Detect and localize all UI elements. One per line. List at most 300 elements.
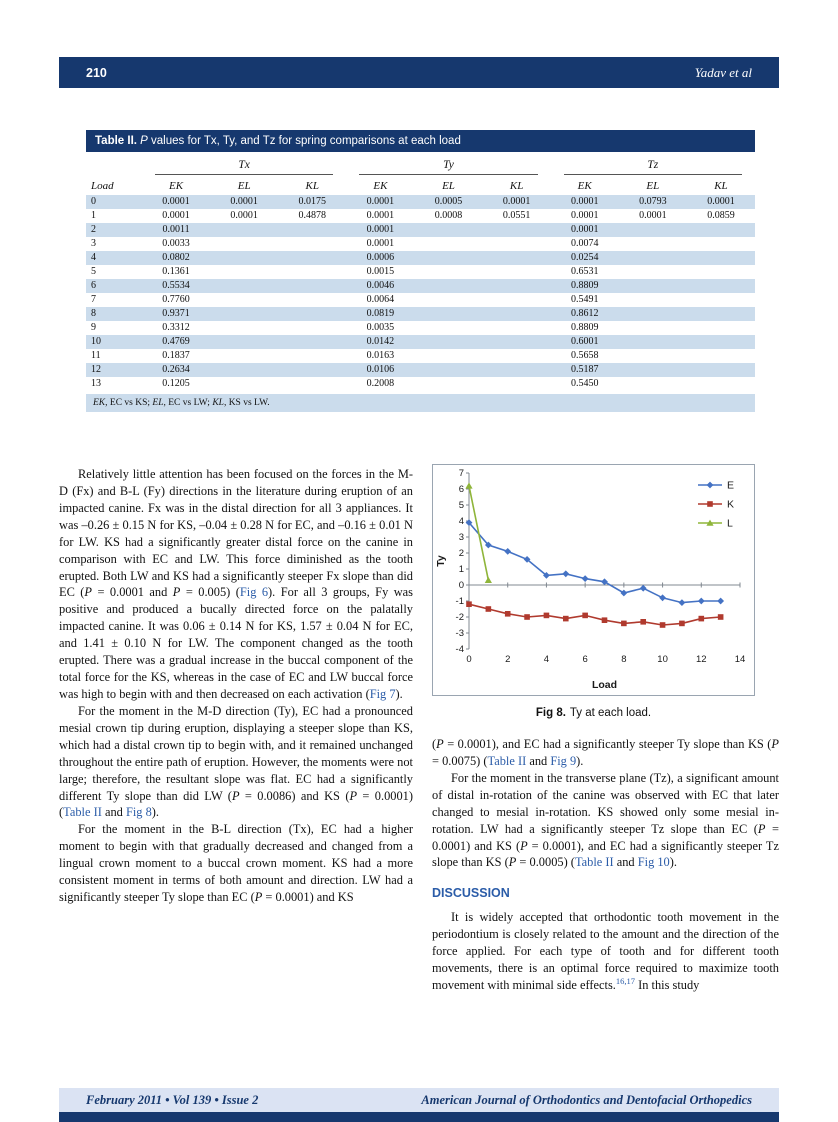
square-marker [582, 613, 588, 619]
legend-item-L: L [727, 517, 733, 530]
p-value-cell: 0.0001 [366, 224, 395, 235]
svg-text:8: 8 [621, 654, 627, 665]
text-segment: P [436, 737, 444, 751]
svg-text:4: 4 [543, 654, 550, 665]
series-L [469, 486, 488, 580]
text-segment: P [757, 821, 766, 836]
p-value-cell [414, 377, 482, 391]
diamond-marker [659, 594, 666, 601]
triangle-marker [485, 577, 492, 583]
table-row [86, 251, 755, 265]
p-value-cell: 0.0006 [366, 252, 395, 263]
load-column-header: Load [91, 180, 114, 192]
table-2 [86, 130, 755, 412]
text-segment: ). [395, 686, 403, 701]
p-value-cell [210, 377, 278, 391]
series-E [469, 523, 721, 603]
p-value-cell [210, 265, 278, 279]
p-value-cell: 0.0859 [707, 210, 735, 221]
p-value-cell [483, 293, 551, 307]
text-segment: P [140, 135, 148, 147]
text-segment: EK [93, 398, 106, 408]
svg-text:2: 2 [505, 654, 511, 665]
p-value-cell: 0.1837 [162, 350, 190, 361]
svg-text:3: 3 [458, 532, 464, 543]
p-value-cell: 0.4769 [162, 336, 190, 347]
table-row [86, 335, 755, 349]
p-value-cell [278, 279, 346, 293]
p-value-cell: 0.0001 [639, 210, 667, 221]
svg-text:6: 6 [582, 654, 588, 665]
svg-text:1: 1 [458, 564, 464, 575]
square-marker [505, 611, 511, 617]
column-group-ty [346, 152, 550, 176]
left-text-column [59, 466, 413, 906]
p-value-cell [210, 251, 278, 265]
p-value-cell [210, 293, 278, 307]
running-head: Yadav et al [694, 64, 752, 80]
p-value-cell: 0.0005 [434, 196, 463, 207]
p-value-cell [278, 321, 346, 335]
p-value-cell: 0.5491 [570, 294, 599, 305]
p-value-cell [414, 363, 482, 377]
empty-cell [86, 152, 142, 176]
p-value-cell [210, 349, 278, 363]
svg-text:0: 0 [458, 580, 464, 591]
p-value-cell [619, 251, 687, 265]
p-value-cell [619, 363, 687, 377]
square-marker [707, 501, 713, 507]
p-value-cell: 0.5658 [570, 350, 599, 361]
svg-text:10: 10 [657, 654, 668, 665]
svg-text:-3: -3 [455, 628, 464, 639]
col-header-kl: KL [714, 180, 728, 192]
p-value-cell [210, 321, 278, 335]
p-value-cell: 0.1361 [162, 266, 190, 277]
load-cell: 4 [91, 252, 96, 263]
p-value-cell [483, 237, 551, 251]
p-value-cell: 0.0033 [162, 238, 190, 249]
load-cell: 6 [91, 280, 96, 291]
p-value-cell: 0.5450 [570, 378, 599, 389]
p-value-cell [483, 377, 551, 391]
group-label-tz: Tz [564, 159, 742, 175]
table-row [86, 363, 755, 377]
p-value-cell [278, 265, 346, 279]
p-value-cell [619, 349, 687, 363]
cross-reference-link[interactable]: Fig 7 [369, 686, 396, 701]
p-value-cell [414, 265, 482, 279]
p-value-cell: 0.0008 [434, 210, 463, 221]
text-segment: KL [212, 398, 224, 408]
load-cell: 12 [91, 364, 101, 375]
right-text-column [432, 736, 779, 994]
table-body [86, 195, 755, 391]
p-value-cell: 0.0802 [162, 252, 190, 263]
table-row [86, 307, 755, 321]
fig8-chart [432, 464, 755, 696]
load-cell: 3 [91, 238, 96, 249]
text-segment: = 0.0001), and EC had a significantly steeper Ty slope than KS ( [443, 737, 772, 751]
p-value-cell: 0.0142 [366, 336, 395, 347]
col-header-kl: KL [305, 180, 319, 192]
load-cell: 13 [91, 378, 101, 389]
p-value-cell [278, 349, 346, 363]
p-value-cell [619, 293, 687, 307]
load-cell: 7 [91, 294, 96, 305]
diamond-marker [504, 548, 511, 555]
column-group-tz [551, 152, 755, 176]
p-value-cell [483, 307, 551, 321]
col-header-ek: EK [577, 180, 592, 192]
diamond-marker [679, 599, 686, 606]
col-header-el: EL [646, 180, 660, 192]
text-segment: , EC vs LW; [163, 398, 213, 408]
text-segment: and [526, 753, 551, 768]
p-value-cell [210, 237, 278, 251]
p-value-cell [210, 223, 278, 237]
discussion-heading: DISCUSSION [432, 886, 510, 901]
p-value-cell: 0.8809 [570, 280, 599, 291]
p-value-cell [619, 265, 687, 279]
table-row [86, 237, 755, 251]
square-marker [640, 619, 646, 625]
square-marker [524, 614, 530, 620]
text-segment: Relatively little attention has been focused on the forces in the M-D (Fx) and B-L (Fy) directions in the literature during eruption of an impacted canine. Fx was in the distal direction for all 3 appliances. It was –0.26 ± 0.15 N for KS, –0.04 ± 0.28 N for EC, and –0.16 ± 0.01 N for LW. KS had a significantly greater distal force on the canine in comparison with EC and LW. This force diminished as the tooth erupted. Both LW and KS had a significantly steeper Fx slope than did EC ( [59, 467, 413, 600]
text-segment: Table II. [95, 135, 141, 147]
p-value-cell [687, 335, 755, 349]
p-value-cell [210, 307, 278, 321]
col-header-kl: KL [509, 180, 524, 192]
p-value-cell [483, 321, 551, 335]
p-value-cell: 0.0001 [570, 210, 599, 221]
p-value-cell [210, 279, 278, 293]
p-value-cell: 0.0001 [230, 210, 258, 221]
p-value-cell [278, 363, 346, 377]
square-marker [698, 616, 704, 622]
p-value-cell: 0.2008 [366, 378, 395, 389]
table-row [86, 349, 755, 363]
cross-reference-link[interactable]: Fig 9 [550, 753, 577, 768]
p-value-cell [483, 363, 551, 377]
p-value-cell: 0.8809 [570, 322, 599, 333]
table-row [86, 377, 755, 391]
svg-text:2: 2 [458, 548, 464, 559]
cross-reference-link[interactable]: Table II [487, 753, 527, 768]
text-segment: ). For all 3 groups, Fy was positive and produced a bucally directed force on the palatally impacted canine. It was 0.06 ± 0.14 N for KS, 1.57 ± 0.04 N for EC, and 1.41 ± 0.10 N for LW. The component changed as the tooth erupted. There was a gradual increase in the buccal component of the total force for the KS, whereas in the case of EC and LW buccal force was high to begin with and then decreased on each activation ( [59, 585, 413, 701]
p-value-cell [278, 223, 346, 237]
cross-reference-link[interactable]: Fig 6 [239, 585, 269, 600]
square-marker [544, 613, 550, 619]
p-value-cell [619, 377, 687, 391]
p-value-cell: 0.8612 [570, 308, 599, 319]
text-segment: and [101, 805, 126, 820]
figure-8 [432, 464, 755, 719]
svg-text:-1: -1 [455, 596, 464, 607]
p-value-cell: 0.1205 [162, 378, 190, 389]
col-header-el: EL [442, 180, 455, 192]
p-value-cell [483, 223, 551, 237]
table-row [86, 195, 755, 209]
p-value-cell: 0.0819 [366, 308, 395, 319]
text-segment: = 0.0075) ( [432, 753, 488, 768]
paragraph [59, 703, 413, 821]
square-marker [466, 601, 472, 607]
text-segment: P [520, 838, 528, 853]
cross-reference-link[interactable]: 16,17 [615, 976, 635, 986]
text-segment: = 0.0005) ( [516, 855, 575, 870]
page-header [59, 57, 779, 88]
svg-text:6: 6 [458, 484, 464, 495]
col-header-ek: EK [169, 180, 184, 192]
text-segment: ). [151, 805, 159, 820]
footer-rule-bar [59, 1112, 779, 1122]
text-segment: ( [432, 737, 437, 751]
p-value-cell [619, 307, 687, 321]
paragraph [59, 821, 413, 906]
figure-caption [432, 707, 755, 719]
diamond-marker [698, 598, 705, 605]
table-row [86, 279, 755, 293]
group-header-row [86, 152, 755, 176]
col-header-ek: EK [373, 180, 388, 192]
p-value-cell: 0.5534 [162, 280, 190, 291]
p-value-cell [414, 251, 482, 265]
figure-caption-text: Ty at each load. [569, 707, 652, 719]
p-value-cell [414, 223, 482, 237]
p-value-cell: 0.0001 [366, 196, 395, 207]
column-group-tx [142, 152, 346, 176]
p-value-cell: 0.6001 [570, 336, 599, 347]
p-value-cell: 0.6531 [570, 266, 599, 277]
p-value-cell [483, 335, 551, 349]
diamond-marker [640, 585, 647, 592]
diamond-marker [562, 570, 569, 577]
text-segment: For the moment in the transverse plane (Tz), a significant amount of distal in-rotation of the canine was observed with EC that later changed to mesial in-rotation. KS showed only some mesial in-rotation. LW had a significantly steeper Tz slope than EC ( [432, 770, 779, 836]
p-value-cell [687, 279, 755, 293]
load-cell: 9 [91, 322, 96, 333]
cross-reference-link[interactable]: Table II [63, 805, 102, 820]
p-value-cell [687, 223, 755, 237]
p-value-cell [414, 349, 482, 363]
y-axis-label: Ty [435, 555, 447, 567]
text-segment: P [84, 585, 92, 600]
p-value-cell [210, 335, 278, 349]
table-row [86, 223, 755, 237]
p-values-table [86, 152, 755, 391]
p-value-cell [414, 279, 482, 293]
p-value-cell [619, 237, 687, 251]
text-segment: , EC vs KS; [105, 398, 153, 408]
text-segment: It is widely accepted that orthodontic tooth movement in the periodontium is closely related to the amount and the direction of the force applied. For each type of tooth and for different tooth movements, there is an optimal force required to maximize tooth movement with minimal side effects. [432, 910, 779, 993]
text-segment: , KS vs LW. [223, 398, 270, 408]
text-segment: = 0.0001), and EC had a significantly steeper Tz slope than KS ( [432, 838, 779, 870]
square-marker [486, 606, 492, 612]
legend-item-K: K [727, 498, 735, 511]
diamond-marker [717, 598, 724, 605]
text-segment: For the moment in the M-D direction (Ty), EC had a pronounced mesial crown tip during eruption, displaying a steeper slope than KS, which had a distal crown tip to begin with, and it remained unchanged throughout the entire path of eruption. However, the moments were not large; therefore, the resultant slope was flat. EC had a significantly different Ty slope than did LW ( [59, 703, 413, 803]
p-value-cell [619, 335, 687, 349]
text-segment: = 0.0001) and KS ( [432, 821, 779, 853]
page-footer [59, 1088, 779, 1112]
paragraph [432, 909, 779, 994]
p-value-cell: 0.4878 [298, 210, 327, 221]
x-axis-label: Load [591, 679, 618, 691]
text-segment: P [349, 788, 358, 803]
col-header-el: EL [237, 180, 251, 192]
p-value-cell: 0.0015 [366, 266, 395, 277]
p-value-cell: 0.0001 [230, 196, 258, 207]
page-number: 210 [86, 65, 107, 80]
load-cell: 10 [91, 336, 101, 347]
p-value-cell: 0.0793 [639, 196, 667, 207]
svg-text:0: 0 [466, 654, 472, 665]
p-value-cell: 0.0011 [162, 224, 190, 235]
cross-reference-link[interactable]: Fig 8 [125, 805, 152, 820]
diamond-marker [601, 578, 608, 585]
load-cell: 2 [91, 224, 96, 235]
square-marker [563, 616, 569, 622]
p-value-cell: 0.0001 [570, 224, 599, 235]
p-value-cell [414, 293, 482, 307]
svg-text:7: 7 [458, 468, 464, 479]
svg-text:12: 12 [695, 654, 707, 665]
p-value-cell: 0.0001 [366, 210, 395, 221]
figure-caption-label: Fig 8. [535, 707, 566, 719]
p-value-cell: 0.9371 [162, 308, 190, 319]
p-value-cell: 0.0035 [366, 322, 395, 333]
p-value-cell [687, 251, 755, 265]
p-value-cell [483, 349, 551, 363]
line-chart [433, 465, 754, 695]
p-value-cell [278, 237, 346, 251]
table-row [86, 209, 755, 223]
text-segment: In this study [635, 978, 700, 993]
diamond-marker [582, 575, 589, 582]
p-value-cell [687, 377, 755, 391]
text-segment: P [172, 585, 181, 600]
p-value-cell: 0.0001 [366, 238, 395, 249]
p-value-cell: 0.0046 [366, 280, 395, 291]
p-value-cell [687, 321, 755, 335]
p-value-cell [619, 223, 687, 237]
cross-reference-link[interactable]: Table II [574, 855, 614, 870]
text-segment: ). [576, 753, 584, 768]
p-value-cell: 0.0001 [570, 196, 599, 207]
p-value-cell: 0.0001 [707, 196, 735, 207]
text-segment: For the moment in the B-L direction (Tx), EC had a higher moment to begin with that gradually decreased and changed from a lingual crown moment to a buccal crown moment. KS had a more consistent moment in terms of both amount and direction. LW had a significantly steeper Ty slope than EC ( [59, 822, 413, 905]
text-segment: = 0.0001 and [92, 585, 173, 600]
p-value-cell [619, 321, 687, 335]
p-value-cell: 0.0175 [298, 196, 327, 207]
table-row [86, 293, 755, 307]
p-value-cell: 0.0551 [502, 210, 531, 221]
square-marker [621, 621, 627, 627]
cross-reference-link[interactable]: Fig 10 [637, 855, 670, 870]
p-value-cell: 0.0163 [366, 350, 395, 361]
p-value-cell [687, 265, 755, 279]
text-segment: = 0.005) ( [180, 585, 240, 600]
p-value-cell: 0.5187 [570, 364, 599, 375]
p-value-cell [687, 349, 755, 363]
text-segment: and [613, 855, 638, 870]
p-value-cell: 0.0001 [162, 210, 190, 221]
square-marker [602, 617, 608, 623]
text-segment: = 0.0001) ( [59, 788, 413, 820]
p-value-cell [278, 377, 346, 391]
svg-text:14: 14 [734, 654, 746, 665]
table-title [86, 130, 755, 152]
group-label-tx: Tx [155, 159, 333, 175]
p-value-cell [687, 307, 755, 321]
square-marker [660, 622, 666, 628]
text-segment: = 0.0086) and KS ( [239, 788, 350, 803]
p-value-cell [278, 307, 346, 321]
sub-header-row [86, 176, 755, 195]
p-value-cell [278, 335, 346, 349]
p-value-cell [278, 293, 346, 307]
p-value-cell: 0.0064 [366, 294, 395, 305]
p-value-cell [483, 265, 551, 279]
table-row [86, 321, 755, 335]
p-value-cell [687, 293, 755, 307]
p-value-cell: 0.0106 [366, 364, 395, 375]
load-cell: 5 [91, 266, 96, 277]
load-cell: 8 [91, 308, 96, 319]
text-segment: ). [669, 855, 677, 870]
svg-text:-4: -4 [455, 644, 464, 655]
p-value-cell [414, 307, 482, 321]
paragraph [59, 466, 413, 703]
p-value-cell [414, 321, 482, 335]
paragraph [432, 736, 779, 770]
triangle-marker [465, 482, 472, 488]
square-marker [679, 621, 685, 627]
p-value-cell: 0.2634 [162, 364, 190, 375]
table-row [86, 265, 755, 279]
svg-text:-2: -2 [455, 612, 464, 623]
p-value-cell: 0.0254 [570, 252, 599, 263]
text-segment: P [771, 737, 779, 751]
p-value-cell [687, 363, 755, 377]
p-value-cell: 0.3312 [162, 322, 190, 333]
p-value-cell [210, 363, 278, 377]
p-value-cell [483, 251, 551, 265]
svg-text:5: 5 [458, 500, 464, 511]
p-value-cell [483, 279, 551, 293]
p-value-cell [619, 279, 687, 293]
table-footnote [86, 394, 755, 412]
legend-item-E: E [727, 479, 735, 492]
p-value-cell: 0.0074 [570, 238, 599, 249]
text-segment: P [254, 890, 263, 905]
p-value-cell [278, 251, 346, 265]
footer-issue-info: February 2011 • Vol 139 • Issue 2 [86, 1092, 259, 1107]
text-segment: EL [152, 398, 164, 408]
square-marker [718, 614, 724, 620]
text-segment: = 0.0001) and KS [262, 890, 354, 905]
group-label-ty: Ty [359, 159, 537, 175]
p-value-cell [687, 237, 755, 251]
text-segment: P [231, 788, 240, 803]
load-cell: 11 [91, 350, 101, 361]
svg-text:4: 4 [458, 516, 464, 527]
diamond-marker [707, 482, 714, 489]
p-value-cell: 0.0001 [502, 196, 531, 207]
load-cell: 1 [91, 210, 96, 221]
text-segment: P [508, 855, 517, 870]
p-value-cell: 0.0001 [162, 196, 190, 207]
